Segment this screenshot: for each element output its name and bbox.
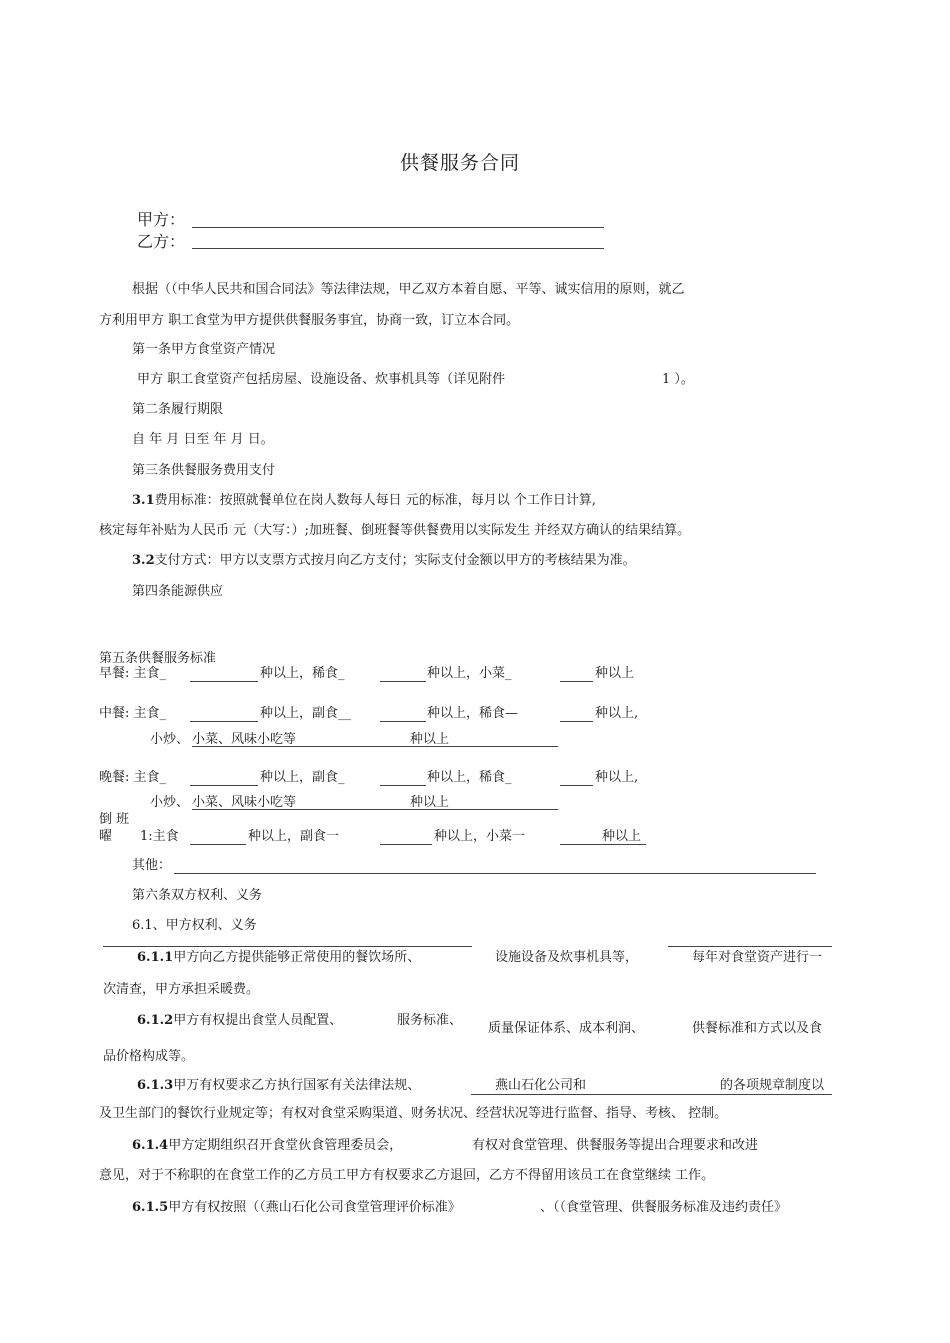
clause-3-1-text: 费用标准：按照就餐单位在岗人数每人每日 元的标准，每月以 个工作日计算,	[154, 493, 597, 508]
dinner-snacks-line	[192, 809, 558, 810]
clause-6-1-2-a	[137, 1013, 342, 1029]
clause-6-1-1-d: 次清查，甲方承担采暖费。	[103, 982, 260, 997]
clause-6-1-4-c: 意见，对于不称职的在食堂工作的乙方员工甲方有权要求乙方退回，乙方不得留用该员工在食堂继续 工作。	[99, 1168, 715, 1183]
breakfast-blank-2	[380, 681, 426, 682]
party-b-label: 乙方：	[137, 232, 186, 251]
clause-6-1-4-a	[132, 1138, 402, 1154]
clause-6-1-3-number: 6.1.3	[137, 1078, 174, 1093]
clause-6-1-3-c: 的各项规章制度以	[720, 1078, 825, 1093]
dinner-blank-2	[380, 785, 426, 786]
breakfast-porridge: 种以上，稀食_	[260, 666, 345, 681]
breakfast-end: 种以上	[595, 666, 635, 681]
clause-3-1-line-2: 核定每年补贴为人民币 元（大写：）;加班餐、倒班餐等供餐费用以实际发生 并经双方确认的结果结算。	[99, 523, 691, 538]
lunch-stirfry: 小炒、	[150, 732, 190, 747]
lunch-blank-2	[380, 721, 426, 722]
breakfast-sidedish: 种以上，小菜_	[427, 666, 512, 681]
clause-6-1-2-e: 品价格构成等。	[103, 1049, 195, 1064]
dinner-end: 种以上,	[595, 770, 639, 785]
breakfast-blank-1	[190, 681, 258, 682]
article-2-body: 自 年 月 日至 年 月 日。	[132, 432, 274, 447]
clause-6-1-3-text-a: 甲万有权要求乙方执行国冢有关法律法规、	[173, 1078, 421, 1093]
shift-blank-1	[190, 844, 246, 845]
article-6-title: 第六条双方权利、义务	[132, 888, 263, 903]
clause-6-1-3-underline	[471, 1094, 832, 1095]
dinner-blank-3	[560, 785, 593, 786]
dinner-snacks: 小菜、风味小吃等	[192, 795, 297, 810]
lunch-porridge: 种以上，稀食—	[427, 706, 519, 721]
clause-6-1-3-d: 及卫生部门的餐饮行业规定等；有权对食堂采购渠道、财务状况、经营状况等进行监督、指导、考核、 控制。	[99, 1106, 728, 1121]
clause-3-1-line-1	[132, 493, 596, 509]
clause-6-1-5-a	[132, 1200, 461, 1216]
dinner-blank-1	[190, 785, 258, 786]
clause-6-1-1-c: 每年对食堂资产进行一	[692, 950, 823, 965]
breakfast-staple: 早餐: 主食_	[99, 666, 167, 681]
clause-6-1-2-d: 供餐标准和方式以及食	[692, 1021, 823, 1036]
article-1-end: 1 ）。	[662, 372, 694, 387]
dinner-snacks-end: 种以上	[410, 795, 450, 810]
article-4-title: 第四条能源供应	[132, 584, 224, 599]
clause-6-1-2-number: 6.1.2	[137, 1013, 174, 1028]
shift-staple: 1:主食	[140, 829, 179, 844]
article-1-title: 第一条甲方食堂资产情况	[132, 342, 276, 357]
shift-label-1: 倒 班	[99, 812, 130, 827]
clause-6-1-1-text-a: 甲方向乙方提供能够正常使用的餐饮场所、	[173, 950, 421, 965]
clause-6-1-2-text-a: 甲方有权提出食堂人员配置、	[173, 1013, 343, 1028]
clause-6-1-1-b: 设施设备及炊事机具等，	[495, 950, 639, 965]
clause-3-1-number: 3.1	[132, 493, 155, 508]
clause-6-1-1-number: 6.1.1	[137, 950, 174, 965]
other-line	[174, 873, 816, 874]
lunch-nonstaple: 种以上，副食__	[260, 706, 352, 721]
intro-line-1: 根据（（中华人民共和国合同法》等法律法规，甲乙双方本着自愿、平等、诚实信用的原则，就乙	[132, 282, 685, 297]
clause-6-1-4-number: 6.1.4	[132, 1138, 169, 1153]
article-2-title: 第二条履行期限	[132, 402, 224, 417]
clause-6-1-4-text-a: 甲方定期组织召开食堂伙食管理委员会，	[168, 1138, 403, 1153]
article-5-title: 第五条供餐服务标准	[99, 651, 217, 666]
lunch-snacks-line	[192, 746, 558, 747]
clause-6-1-5-text-a: 甲方有权按照（（燕山石化公司食堂管理评价标准》	[168, 1200, 461, 1215]
dinner-stirfry: 小炒、	[150, 795, 190, 810]
page-title: 供餐服务合同	[400, 152, 521, 174]
lunch-end: 种以上,	[595, 706, 639, 721]
party-b-line	[192, 248, 604, 249]
intro-line-2: 方利用甲方 职工食堂为甲方提供供餐服务事宜，协商一致，订立本合同。	[99, 313, 520, 328]
shift-blank-2	[380, 844, 432, 845]
party-a-line	[192, 227, 604, 228]
clause-6-1-4-b: 有权对食堂管理、供餐服务等提出合理要求和改进	[472, 1138, 759, 1153]
article-1-body: 甲方 职工食堂资产包括房屋、设施设备、炊事机具等（详见附件	[137, 372, 506, 387]
lunch-blank-3	[560, 721, 593, 722]
clause-6-1-2-c: 质量保证体系、成本利润、	[488, 1021, 645, 1036]
lunch-snacks-end: 种以上	[410, 732, 450, 747]
shift-label-2: 曜	[99, 829, 113, 844]
breakfast-blank-3	[560, 681, 593, 682]
lunch-blank-1	[190, 721, 258, 722]
clause-3-2-number: 3.2	[132, 553, 155, 568]
lunch-staple: 中餐: 主食_	[99, 706, 167, 721]
clause-6-1-5-b: 、（（食堂管理、供餐服务标准及违约责任》	[540, 1200, 788, 1215]
clause-6-1-2-b: 服务标准、	[397, 1013, 463, 1028]
clause-6-1-3-a	[137, 1078, 420, 1094]
party-a-label: 甲方：	[137, 210, 186, 229]
clause-6-1-1-top-line-left	[103, 946, 472, 947]
dinner-staple: 晚餐: 主食_	[99, 770, 167, 785]
clause-6-1-1-top-line-right	[668, 946, 832, 947]
shift-end: 种以上	[602, 829, 642, 844]
clause-6-1-3-b: 燕山石化公司和	[495, 1078, 587, 1093]
dinner-nonstaple: 种以上，副食_	[260, 770, 345, 785]
clause-6-1-title: 6.1、甲方权利、义务	[132, 918, 257, 933]
shift-sidedish: 种以上，小菜一	[434, 829, 526, 844]
other-label: 其他：	[132, 858, 172, 873]
clause-6-1-5-number: 6.1.5	[132, 1200, 169, 1215]
article-3-title: 第三条供餐服务费用支付	[132, 463, 276, 478]
clause-6-1-1-a	[137, 950, 420, 966]
dinner-porridge: 种以上，稀食_	[427, 770, 512, 785]
lunch-snacks: 小菜、风味小吃等	[192, 732, 297, 747]
shift-nonstaple: 种以上，副食一	[248, 829, 340, 844]
clause-3-2-text: 支付方式：甲方以支票方式按月向乙方支付；实际支付金额以甲方的考核结果为准。	[154, 553, 636, 568]
clause-3-2	[132, 553, 636, 569]
